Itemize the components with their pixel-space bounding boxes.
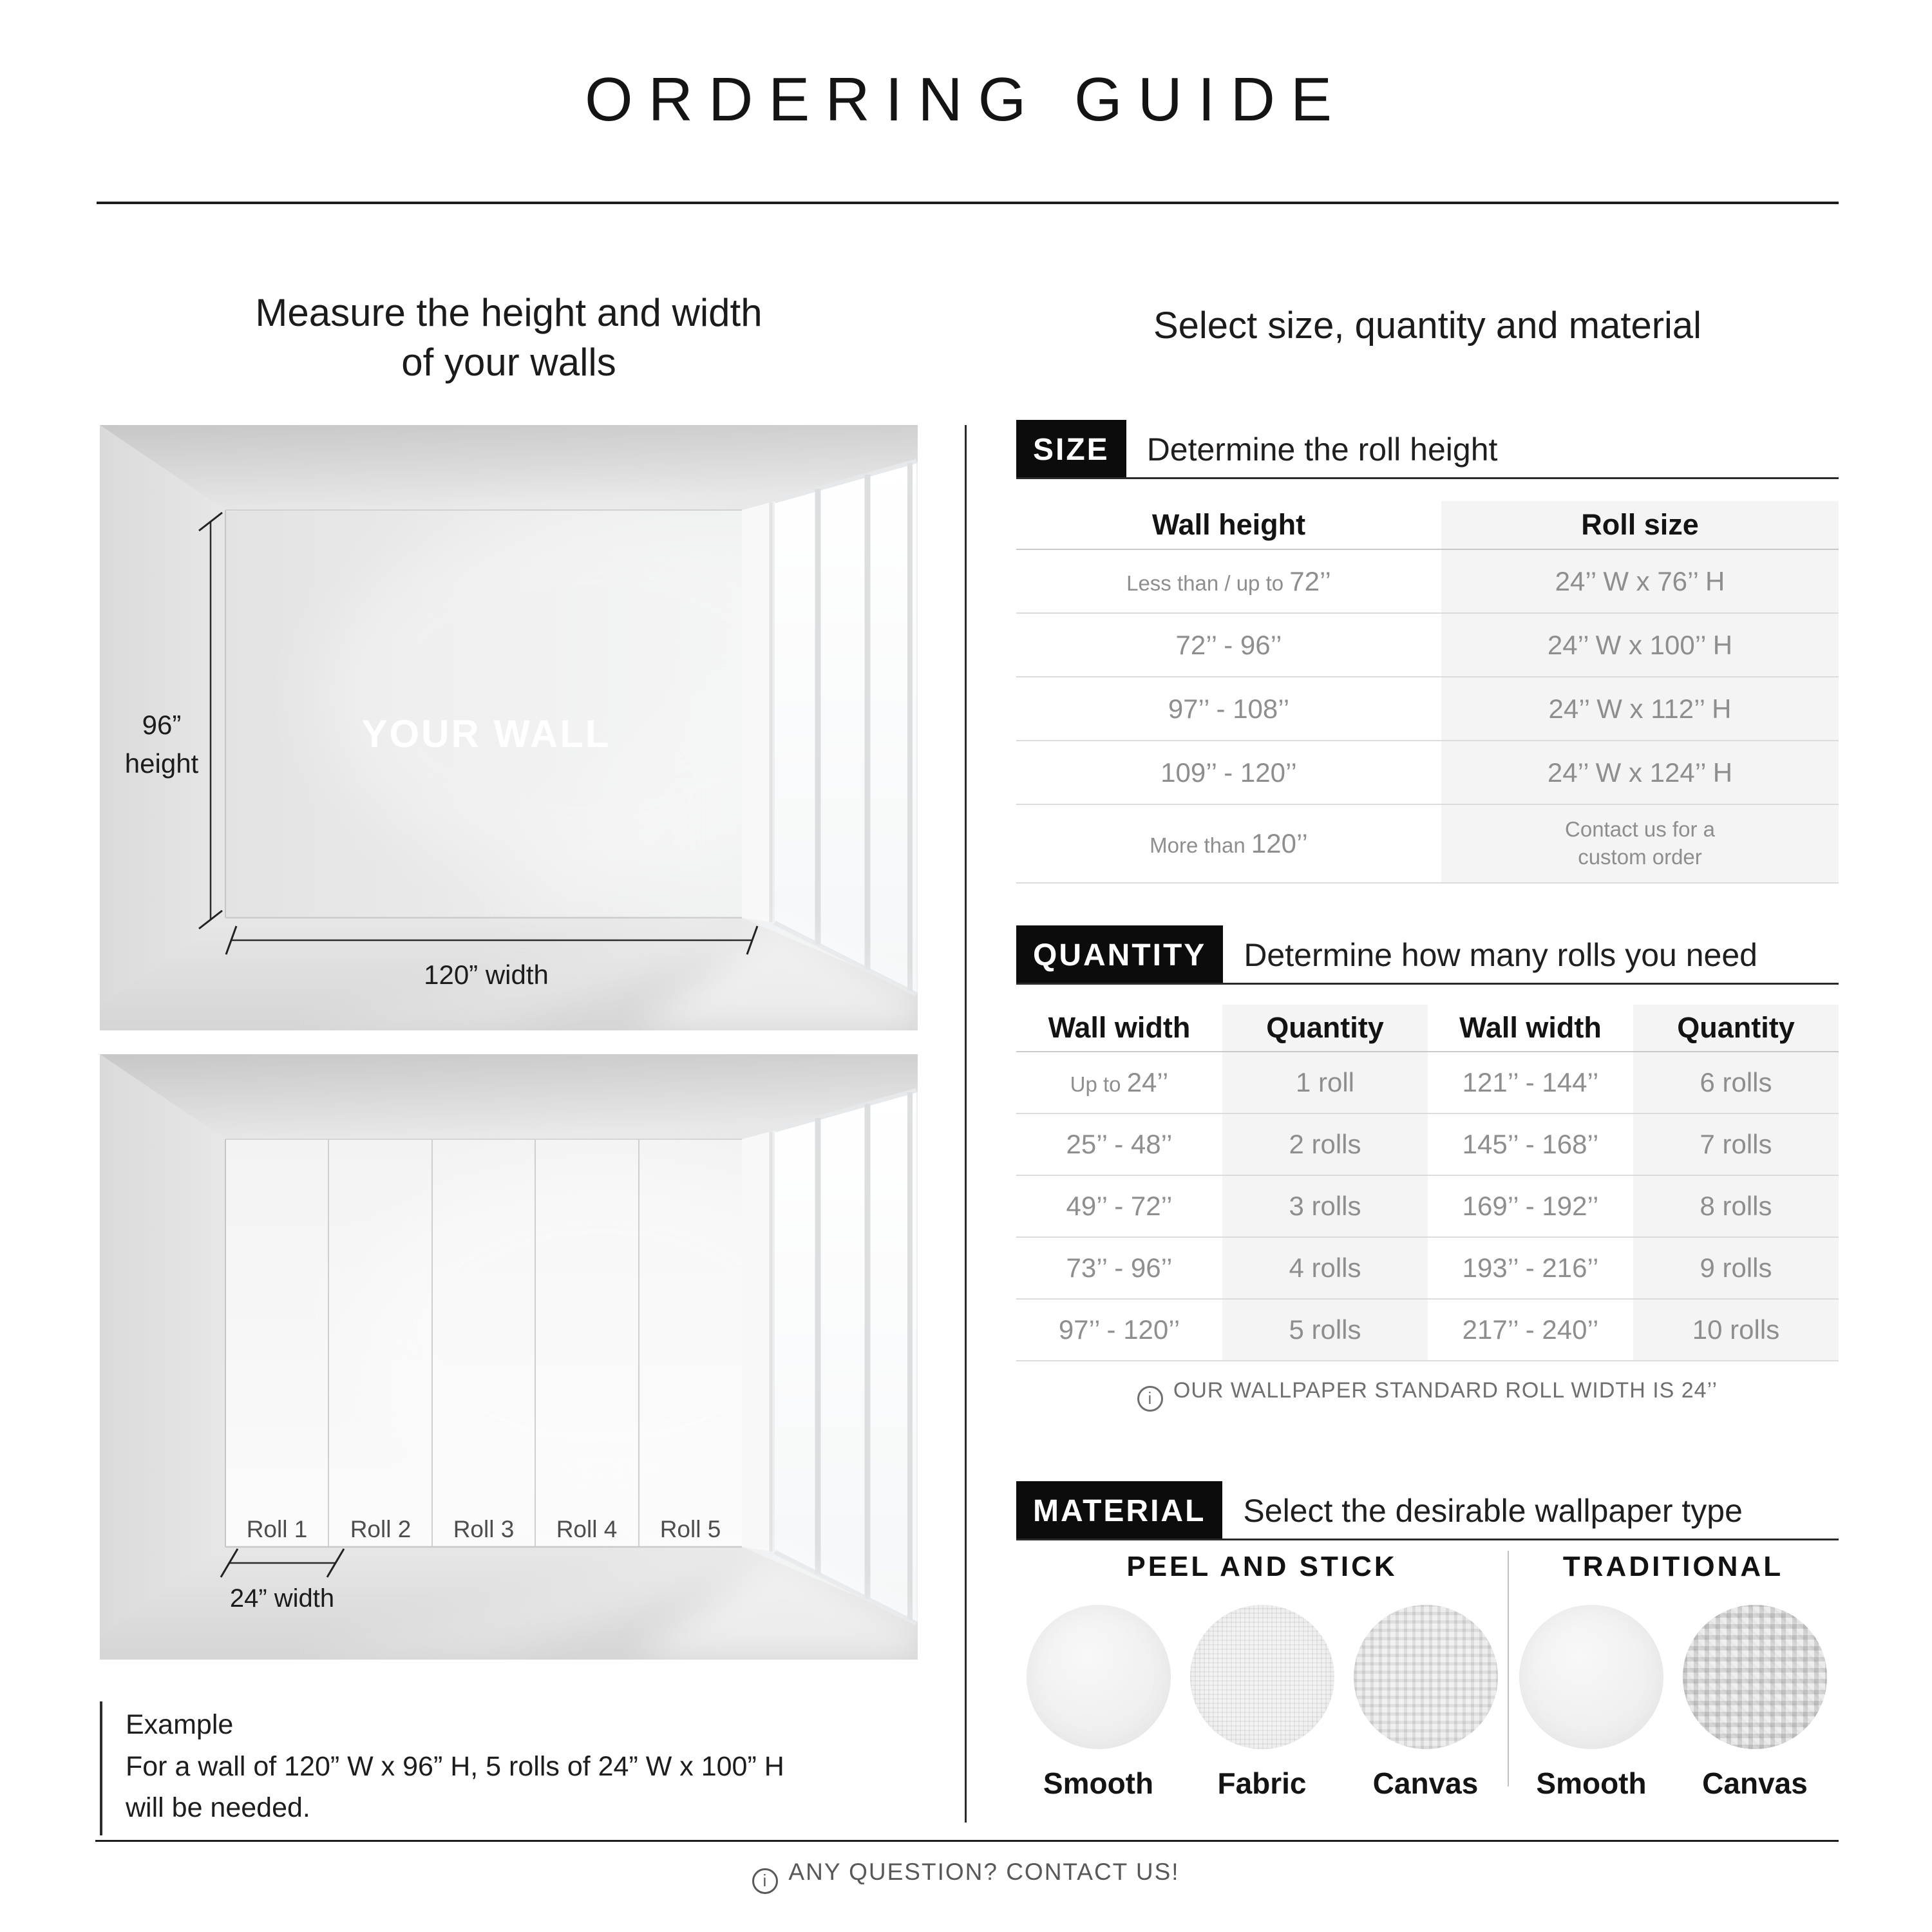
cell-value: 97’’ - 108’’ bbox=[1168, 693, 1290, 724]
roll-width-note bbox=[1016, 1378, 1839, 1412]
column-divider bbox=[965, 425, 967, 1823]
quantity-table-header-row bbox=[1016, 1005, 1839, 1052]
quantity-cell bbox=[1633, 1113, 1839, 1175]
wall-width-cell bbox=[1428, 1052, 1633, 1113]
wall-width-cell bbox=[1016, 1175, 1222, 1237]
right-column-heading: Select size, quantity and material bbox=[1153, 305, 1702, 346]
cell-value: 24’’ W x 100’’ H bbox=[1547, 629, 1733, 660]
wall-height-cell bbox=[1016, 741, 1441, 804]
cell-value: 5 rolls bbox=[1289, 1314, 1361, 1345]
room1-window-glass bbox=[775, 461, 916, 994]
cell-prefix: More than bbox=[1150, 833, 1251, 857]
footer-contact-text: ANY QUESTION? CONTACT US! bbox=[788, 1859, 1180, 1885]
cell-prefix: Up to bbox=[1070, 1072, 1127, 1096]
quantity-table bbox=[1016, 1005, 1839, 1361]
swatch-label: Canvas bbox=[1372, 1766, 1479, 1800]
table-row bbox=[1016, 1113, 1839, 1175]
material-group-peel-and-stick bbox=[1016, 1551, 1508, 1801]
material-group-traditional bbox=[1509, 1551, 1837, 1801]
qty-col4-header: Quantity bbox=[1633, 1005, 1839, 1052]
quantity-cell bbox=[1633, 1237, 1839, 1299]
wall-width-cell bbox=[1016, 1052, 1222, 1113]
quantity-section-header bbox=[1016, 925, 1839, 985]
example-note bbox=[100, 1701, 784, 1835]
size-section-rule bbox=[1016, 477, 1839, 479]
page-title: ORDERING GUIDE bbox=[584, 65, 1348, 134]
your-wall-label: YOUR WALL bbox=[361, 712, 611, 755]
roll-label-5: Roll 5 bbox=[659, 1516, 721, 1542]
cell-value: 24’’ W x 124’’ H bbox=[1547, 757, 1733, 788]
material-section-rule bbox=[1016, 1539, 1839, 1540]
quantity-badge: QUANTITY bbox=[1016, 925, 1223, 985]
roll-width-note-text: OUR WALLPAPER STANDARD ROLL WIDTH IS 24’’ bbox=[1173, 1378, 1718, 1403]
cell-value: 3 rolls bbox=[1289, 1191, 1361, 1221]
room1-window-jamb bbox=[742, 502, 771, 922]
cell-value: 145’’ - 168’’ bbox=[1462, 1129, 1599, 1159]
size-subtitle: Determine the roll height bbox=[1146, 431, 1498, 468]
table-row bbox=[1016, 1237, 1839, 1299]
left-column-heading bbox=[100, 289, 918, 388]
wall-width-cell bbox=[1428, 1237, 1633, 1299]
material-section-header bbox=[1016, 1481, 1839, 1540]
cell-value: 1 roll bbox=[1295, 1067, 1355, 1097]
material-groups bbox=[1016, 1551, 1839, 1801]
table-row bbox=[1016, 677, 1839, 741]
quantity-cell bbox=[1222, 1299, 1428, 1361]
qty-col2-header: Quantity bbox=[1222, 1005, 1428, 1052]
cell-value: 9 rolls bbox=[1700, 1253, 1772, 1283]
wall-width-cell bbox=[1016, 1299, 1222, 1361]
cell-value: 7 rolls bbox=[1700, 1129, 1772, 1159]
swatch-row bbox=[1016, 1605, 1508, 1801]
room2-window-glass bbox=[775, 1090, 916, 1624]
wall-width-cell bbox=[1016, 1113, 1222, 1175]
quantity-cell bbox=[1633, 1299, 1839, 1361]
qty-col3-header: Wall width bbox=[1459, 1011, 1602, 1044]
cell-value: 24’’ bbox=[1126, 1067, 1169, 1097]
cell-value: Contact us for a custom order bbox=[1565, 817, 1715, 869]
example-title: Example bbox=[126, 1709, 234, 1740]
table-row bbox=[1016, 613, 1839, 677]
swatch-smooth bbox=[1519, 1605, 1663, 1801]
roll-width-label: 24” width bbox=[229, 1584, 335, 1613]
cell-value: 121’’ - 144’’ bbox=[1462, 1067, 1599, 1097]
room-rolls-illustration bbox=[100, 1054, 918, 1660]
wall-width-cell bbox=[1428, 1175, 1633, 1237]
quantity-section-rule bbox=[1016, 983, 1839, 985]
cell-value: 24’’ W x 112’’ H bbox=[1548, 693, 1732, 724]
size-badge: SIZE bbox=[1016, 420, 1126, 479]
footer-contact bbox=[0, 1859, 1932, 1894]
table-row bbox=[1016, 549, 1839, 613]
cell-value: 72’’ - 96’’ bbox=[1175, 629, 1282, 660]
swatch-label: Smooth bbox=[1536, 1766, 1647, 1800]
quantity-cell bbox=[1633, 1175, 1839, 1237]
cell-value: 73’’ - 96’’ bbox=[1066, 1253, 1173, 1283]
table-row bbox=[1016, 1175, 1839, 1237]
size-section-header bbox=[1016, 420, 1839, 479]
swatch-smooth bbox=[1027, 1605, 1171, 1801]
smooth-texture-swatch bbox=[1519, 1605, 1663, 1749]
cell-value: 2 rolls bbox=[1289, 1129, 1361, 1159]
roll-size-cell bbox=[1441, 741, 1839, 804]
cell-value: 24’’ W x 76’’ H bbox=[1555, 565, 1725, 596]
fabric-texture-swatch bbox=[1190, 1605, 1334, 1749]
wall-width-cell bbox=[1428, 1299, 1633, 1361]
cell-value: 169’’ - 192’’ bbox=[1462, 1191, 1599, 1221]
cell-value: 97’’ - 120’’ bbox=[1058, 1314, 1180, 1345]
size-table bbox=[1016, 501, 1839, 884]
info-icon: i bbox=[1137, 1386, 1163, 1412]
room2-left-wall bbox=[100, 1054, 225, 1635]
wall-height-cell bbox=[1016, 677, 1441, 741]
swatch-canvas bbox=[1354, 1605, 1498, 1801]
table-row bbox=[1016, 1052, 1839, 1113]
swatch-row bbox=[1509, 1605, 1837, 1801]
quantity-subtitle: Determine how many rolls you need bbox=[1244, 937, 1757, 973]
group-name: PEEL AND STICK bbox=[1126, 1551, 1397, 1582]
quantity-cell bbox=[1222, 1052, 1428, 1113]
example-line1: For a wall of 120” W x 96” H, 5 rolls of 24” W x 100” H bbox=[126, 1750, 784, 1782]
table-row bbox=[1016, 804, 1839, 883]
size-table-header-row bbox=[1016, 501, 1839, 549]
wall-height-cell bbox=[1016, 804, 1441, 883]
room-measure-illustration bbox=[100, 425, 918, 1030]
roll-size-cell bbox=[1441, 613, 1839, 677]
wall-width-cell bbox=[1428, 1113, 1633, 1175]
canvas-texture-swatch bbox=[1354, 1605, 1498, 1749]
quantity-cell bbox=[1222, 1113, 1428, 1175]
cell-value: 72’’ bbox=[1289, 565, 1331, 596]
left-heading-line1: Measure the height and width bbox=[255, 291, 762, 334]
size-col2-header: Roll size bbox=[1441, 501, 1839, 549]
cell-value: 109’’ - 120’’ bbox=[1160, 757, 1297, 788]
size-col1-header: Wall height bbox=[1151, 508, 1306, 541]
roll-size-cell bbox=[1441, 677, 1839, 741]
roll-label-2: Roll 2 bbox=[350, 1516, 412, 1542]
wall-width-cell bbox=[1016, 1237, 1222, 1299]
wall-height-cell bbox=[1016, 549, 1441, 613]
left-heading-line2: of your walls bbox=[401, 340, 616, 384]
roll-label-3: Roll 3 bbox=[453, 1516, 515, 1542]
swatch-canvas bbox=[1683, 1605, 1827, 1801]
cell-value: 217’’ - 240’’ bbox=[1462, 1314, 1599, 1345]
cell-value: 4 rolls bbox=[1289, 1253, 1361, 1283]
roll-size-cell bbox=[1441, 549, 1839, 613]
table-row bbox=[1016, 741, 1839, 804]
quantity-cell bbox=[1222, 1237, 1428, 1299]
smooth-texture-swatch bbox=[1027, 1605, 1171, 1749]
height-value-label: 96” bbox=[142, 710, 182, 740]
width-label: 120” width bbox=[424, 960, 549, 990]
cell-value: 10 rolls bbox=[1692, 1314, 1780, 1345]
canvas-texture-swatch bbox=[1683, 1605, 1827, 1749]
swatch-label: Canvas bbox=[1702, 1766, 1808, 1800]
swatch-label: Fabric bbox=[1217, 1766, 1307, 1800]
cell-value: 6 rolls bbox=[1700, 1067, 1772, 1097]
wall-height-cell bbox=[1016, 613, 1441, 677]
cell-value: 193’’ - 216’’ bbox=[1462, 1253, 1599, 1283]
material-subtitle: Select the desirable wallpaper type bbox=[1243, 1493, 1743, 1529]
roll-label-4: Roll 4 bbox=[556, 1516, 618, 1542]
room2-window-jamb bbox=[742, 1132, 771, 1551]
info-icon: i bbox=[752, 1868, 778, 1894]
cell-value: 25’’ - 48’’ bbox=[1066, 1129, 1173, 1159]
quantity-cell bbox=[1222, 1175, 1428, 1237]
swatch-fabric bbox=[1190, 1605, 1334, 1801]
title-divider bbox=[97, 202, 1839, 204]
cell-prefix: Less than / up to bbox=[1126, 571, 1290, 595]
cell-value: 49’’ - 72’’ bbox=[1066, 1191, 1173, 1221]
roll-size-cell bbox=[1441, 804, 1839, 883]
footer-divider bbox=[95, 1840, 1839, 1842]
cell-value: 8 rolls bbox=[1700, 1191, 1772, 1221]
qty-col1-header: Wall width bbox=[1048, 1011, 1191, 1044]
example-line2: will be needed. bbox=[126, 1792, 310, 1823]
material-badge: MATERIAL bbox=[1016, 1481, 1222, 1540]
swatch-label: Smooth bbox=[1043, 1766, 1154, 1800]
roll-label-1: Roll 1 bbox=[246, 1516, 308, 1542]
group-name: TRADITIONAL bbox=[1562, 1551, 1784, 1582]
table-row bbox=[1016, 1299, 1839, 1361]
height-word-label: height bbox=[124, 748, 199, 779]
cell-value: 120’’ bbox=[1251, 828, 1308, 858]
quantity-cell bbox=[1633, 1052, 1839, 1113]
